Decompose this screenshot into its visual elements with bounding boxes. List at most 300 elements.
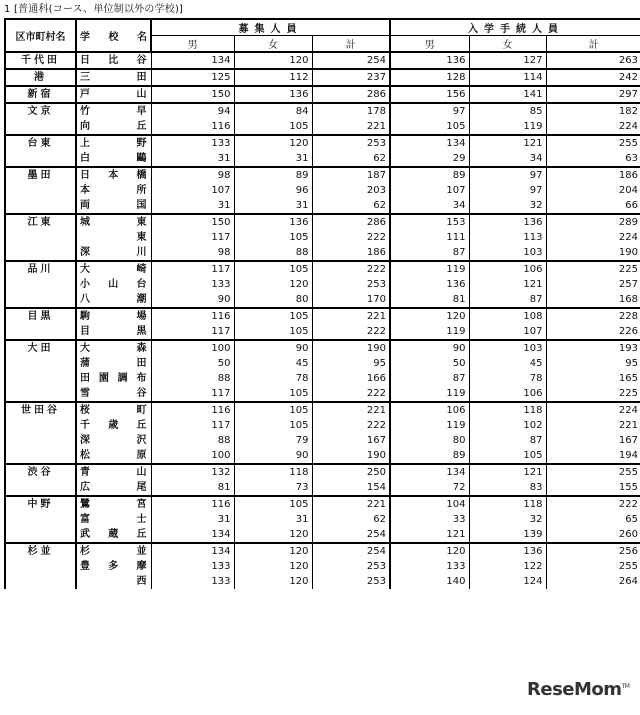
enroll-total-cell: 297 — [546, 86, 640, 103]
recruit-female-cell: 120 — [234, 559, 312, 574]
recruit-total-cell: 221 — [312, 308, 390, 324]
recruit-male-cell: 31 — [151, 512, 234, 527]
header-female: 女 — [469, 36, 546, 53]
table-row — [5, 103, 640, 119]
recruit-female-cell: 112 — [234, 69, 312, 86]
enroll-female-cell: 32 — [469, 198, 546, 214]
enroll-female-cell: 78 — [469, 371, 546, 386]
enroll-female-cell: 85 — [469, 103, 546, 119]
school-name-char: 向 — [80, 121, 90, 132]
recruit-total-cell: 186 — [312, 245, 390, 261]
table-row — [5, 69, 640, 86]
school-name-char: 台 — [136, 279, 147, 290]
table-row — [5, 86, 640, 103]
recruit-female-cell: 136 — [234, 86, 312, 103]
enroll-total-cell: 193 — [546, 340, 640, 356]
enroll-female-cell: 105 — [469, 448, 546, 464]
recruit-female-cell: 96 — [234, 183, 312, 198]
recruit-total-cell: 253 — [312, 559, 390, 574]
recruit-male-cell: 90 — [151, 292, 234, 308]
table-row — [5, 512, 640, 527]
school-name-char: 本 — [80, 185, 90, 196]
school-name — [76, 245, 151, 261]
school-name — [76, 86, 151, 103]
enroll-female-cell: 83 — [469, 480, 546, 496]
table-row — [5, 214, 640, 230]
enroll-total-cell: 224 — [618, 121, 639, 132]
enroll-female-cell: 119 — [469, 119, 546, 135]
enroll-female-cell: 136 — [469, 543, 546, 559]
school-name-char: 士 — [136, 514, 147, 525]
ward-name: 台東 — [5, 135, 76, 167]
school-name-char: 山 — [108, 279, 119, 290]
school-name — [76, 183, 151, 198]
header-female: 女 — [234, 36, 312, 53]
recruit-total-cell: 187 — [312, 167, 390, 183]
school-name — [76, 356, 151, 371]
school-name-char: 川 — [136, 247, 147, 258]
enroll-female-cell: 136 — [469, 214, 546, 230]
ward-name: 目黒 — [5, 308, 76, 340]
recruit-male-cell: 88 — [151, 371, 234, 386]
recruit-male-cell: 31 — [151, 151, 234, 167]
recruit-male-cell: 132 — [151, 464, 234, 480]
enroll-total-cell: 226 — [618, 326, 639, 337]
header-enrollment: 入学手続人員 — [390, 19, 640, 36]
recruit-male-cell: 50 — [151, 356, 234, 371]
recruit-male-cell: 116 — [151, 119, 234, 135]
school-name-char: 丘 — [136, 121, 147, 132]
recruit-female-cell: 120 — [234, 527, 312, 543]
enroll-total-cell: 66 — [625, 200, 639, 211]
recruit-female-cell: 105 — [234, 230, 312, 245]
recruit-female-cell: 79 — [234, 433, 312, 448]
school-name-char: 谷 — [136, 55, 147, 66]
table-row — [5, 386, 640, 402]
school-name-char: 丘 — [136, 420, 147, 431]
school-name-char: 橋 — [136, 170, 147, 181]
table-row — [5, 119, 640, 135]
school-name — [76, 324, 151, 340]
enroll-male-cell: 89 — [390, 167, 469, 183]
school-name-char: 武 — [80, 529, 90, 540]
enroll-total-cell: 289 — [546, 214, 640, 230]
enroll-male-cell: 121 — [390, 527, 469, 543]
recruit-female-cell: 105 — [234, 496, 312, 512]
recruit-female-cell: 105 — [234, 324, 312, 340]
enroll-male-cell: 134 — [390, 464, 469, 480]
enroll-male-cell: 136 — [390, 277, 469, 292]
school-name — [76, 230, 151, 245]
recruit-total-cell: 222 — [312, 386, 390, 402]
recruit-female-cell: 80 — [234, 292, 312, 308]
school-name-char: 広 — [80, 482, 90, 493]
recruit-female-cell: 89 — [234, 167, 312, 183]
school-name-char: 鷗 — [136, 153, 147, 164]
recruit-total-cell: 166 — [312, 371, 390, 386]
table-row — [5, 527, 640, 543]
table-row — [5, 230, 640, 245]
school-name — [76, 52, 151, 69]
recruit-total-cell: 178 — [312, 103, 390, 119]
school-name-char: 谷 — [136, 388, 147, 399]
school-name — [76, 277, 151, 292]
school-name-char: 駒 — [80, 311, 90, 322]
enroll-total-cell: 155 — [618, 482, 639, 493]
school-name-char: 三 — [80, 72, 90, 83]
recruit-total-cell: 190 — [312, 340, 390, 356]
header-male: 男 — [390, 36, 469, 53]
enroll-total-cell: 190 — [618, 247, 639, 258]
ward-name: 千代田 — [5, 52, 76, 69]
table-caption: 1 [普通科(コース、単位制以外の学校)] — [4, 4, 184, 15]
recruit-total-cell: 95 — [312, 356, 390, 371]
table-row — [5, 574, 640, 589]
recruit-female-cell: 88 — [234, 245, 312, 261]
resemom-logo: ReseMom™ — [527, 679, 630, 700]
school-name-char — [80, 574, 90, 589]
enroll-total-cell: 65 — [625, 514, 639, 525]
recruit-male-cell: 107 — [151, 183, 234, 198]
enroll-total-cell: 222 — [546, 496, 640, 512]
enroll-total-cell: 182 — [546, 103, 640, 119]
school-name-char: 野 — [136, 138, 147, 149]
recruit-male-cell: 117 — [151, 230, 234, 245]
school-name-char: 城 — [80, 217, 90, 228]
school-name-char: 富 — [80, 514, 90, 525]
table-row — [5, 356, 640, 371]
enroll-male-cell: 134 — [390, 135, 469, 151]
enroll-male-cell: 97 — [390, 103, 469, 119]
ward-name: 大田 — [5, 340, 76, 402]
recruit-female-cell: 105 — [234, 402, 312, 418]
school-name-char: 摩 — [136, 561, 147, 572]
school-name-char: 園 — [98, 373, 109, 384]
recruit-male-cell: 150 — [151, 86, 234, 103]
enroll-female-cell: 118 — [469, 402, 546, 418]
enroll-total-cell: 225 — [618, 388, 639, 399]
enroll-total-cell: 168 — [618, 294, 639, 305]
recruit-female-cell: 84 — [234, 103, 312, 119]
table-row — [5, 340, 640, 356]
enroll-male-cell: 50 — [390, 356, 469, 371]
school-name-char: 杉 — [80, 546, 90, 557]
enroll-female-cell: 121 — [469, 135, 546, 151]
recruit-total-cell: 254 — [312, 527, 390, 543]
table-row — [5, 402, 640, 418]
recruit-total-cell: 203 — [312, 183, 390, 198]
recruit-male-cell: 94 — [151, 103, 234, 119]
school-name-char: 宮 — [136, 499, 147, 510]
recruit-male-cell: 98 — [151, 245, 234, 261]
school-name-char — [80, 230, 90, 245]
enroll-female-cell: 127 — [469, 52, 546, 69]
recruit-total-cell: 62 — [312, 198, 390, 214]
school-name-char: 沢 — [136, 435, 147, 446]
school-name — [76, 574, 151, 589]
header-school-char: 学 — [80, 32, 90, 43]
enroll-total-cell: 255 — [618, 561, 639, 572]
enroll-male-cell: 87 — [390, 245, 469, 261]
enroll-total-cell: 186 — [546, 167, 640, 183]
recruit-total-cell: 222 — [312, 418, 390, 433]
enroll-total-cell: 257 — [618, 279, 639, 290]
enroll-male-cell: 120 — [390, 543, 469, 559]
recruit-female-cell: 78 — [234, 371, 312, 386]
recruit-male-cell: 133 — [151, 574, 234, 589]
school-name-char: 千 — [80, 420, 90, 431]
school-name — [76, 119, 151, 135]
recruit-male-cell: 31 — [151, 198, 234, 214]
school-name — [76, 261, 151, 277]
recruit-male-cell: 133 — [151, 277, 234, 292]
table-row — [5, 183, 640, 198]
enroll-male-cell: 106 — [390, 402, 469, 418]
table-row — [5, 292, 640, 308]
enroll-total-cell: 165 — [618, 373, 639, 384]
school-name-char: 竹 — [80, 106, 90, 117]
school-name-char: 国 — [136, 200, 147, 211]
table-row — [5, 480, 640, 496]
school-name-char: 日 — [80, 55, 90, 66]
enroll-female-cell: 32 — [469, 512, 546, 527]
enroll-female-cell: 45 — [469, 356, 546, 371]
header-total: 計 — [546, 36, 640, 53]
school-name-char: 八 — [80, 294, 90, 305]
ward-name: 品川 — [5, 261, 76, 308]
school-name — [76, 448, 151, 464]
table-row — [5, 198, 640, 214]
ward-name: 渋谷 — [5, 464, 76, 496]
enroll-total-cell: 63 — [625, 153, 639, 164]
school-name-char: 崎 — [136, 264, 147, 275]
school-name-char: 山 — [136, 467, 147, 478]
school-name-char: 桜 — [80, 405, 90, 416]
enroll-female-cell: 97 — [469, 167, 546, 183]
table-row — [5, 371, 640, 386]
school-name-char: 場 — [136, 311, 147, 322]
recruit-total-cell: 190 — [312, 448, 390, 464]
recruit-total-cell: 286 — [312, 214, 390, 230]
school-name-char: 目 — [80, 326, 90, 337]
enroll-male-cell: 90 — [390, 340, 469, 356]
school-name — [76, 543, 151, 559]
recruit-female-cell: 105 — [234, 418, 312, 433]
table-row — [5, 496, 640, 512]
school-name — [76, 496, 151, 512]
enroll-male-cell: 80 — [390, 433, 469, 448]
enroll-male-cell: 72 — [390, 480, 469, 496]
recruit-total-cell: 62 — [312, 512, 390, 527]
table-row — [5, 245, 640, 261]
enroll-total-cell: 260 — [618, 529, 639, 540]
enroll-female-cell: 102 — [469, 418, 546, 433]
table-row — [5, 559, 640, 574]
header-recruitment: 募集人員 — [151, 19, 390, 36]
recruit-male-cell: 125 — [151, 69, 234, 86]
enroll-female-cell: 107 — [469, 324, 546, 340]
school-name-char: 豊 — [80, 561, 90, 572]
enroll-female-cell: 114 — [469, 69, 546, 86]
recruit-female-cell: 120 — [234, 52, 312, 69]
table-row — [5, 308, 640, 324]
recruit-male-cell: 81 — [151, 480, 234, 496]
school-name — [76, 167, 151, 183]
school-name — [76, 135, 151, 151]
school-name — [76, 512, 151, 527]
recruit-total-cell: 237 — [312, 69, 390, 86]
school-name-char: 並 — [136, 546, 147, 557]
recruit-female-cell: 105 — [234, 119, 312, 135]
table-row — [5, 167, 640, 183]
recruit-male-cell: 150 — [151, 214, 234, 230]
enroll-male-cell: 107 — [390, 183, 469, 198]
enroll-male-cell: 120 — [390, 308, 469, 324]
enroll-female-cell: 124 — [469, 574, 546, 589]
school-name-char: 多 — [108, 561, 119, 572]
recruit-total-cell: 254 — [312, 52, 390, 69]
recruit-female-cell: 105 — [234, 308, 312, 324]
recruit-female-cell: 90 — [234, 448, 312, 464]
enroll-male-cell: 104 — [390, 496, 469, 512]
school-name-char: 東 — [136, 217, 147, 228]
enroll-female-cell: 121 — [469, 464, 546, 480]
recruit-female-cell: 120 — [234, 574, 312, 589]
school-name-char: 大 — [80, 264, 90, 275]
school-name-char: 戸 — [80, 89, 90, 100]
enroll-female-cell: 87 — [469, 292, 546, 308]
header-ward: 区市町村名 — [5, 19, 76, 52]
school-name-char: 山 — [136, 89, 147, 100]
recruit-male-cell: 117 — [151, 261, 234, 277]
enroll-total-cell: 264 — [618, 576, 639, 587]
school-name — [76, 527, 151, 543]
recruit-male-cell: 88 — [151, 433, 234, 448]
school-name-char: 深 — [80, 247, 90, 258]
admissions-table — [4, 18, 640, 589]
ward-name: 墨田 — [5, 167, 76, 214]
recruit-total-cell: 221 — [312, 496, 390, 512]
enroll-male-cell: 136 — [390, 52, 469, 69]
table-row — [5, 52, 640, 69]
header-school-char: 名 — [137, 32, 147, 43]
school-name-char: 松 — [80, 450, 90, 461]
ward-name: 港 — [5, 69, 76, 86]
enroll-female-cell: 103 — [469, 340, 546, 356]
school-name — [76, 308, 151, 324]
recruit-total-cell: 221 — [312, 119, 390, 135]
school-name-char: 蔵 — [108, 529, 119, 540]
enroll-female-cell: 87 — [469, 433, 546, 448]
school-name-char: 田 — [80, 373, 90, 384]
recruit-male-cell: 100 — [151, 448, 234, 464]
enroll-male-cell: 89 — [390, 448, 469, 464]
header-school-char: 校 — [108, 32, 119, 43]
school-name-char: 丘 — [136, 529, 147, 540]
school-name-char: 尾 — [136, 482, 147, 493]
school-name — [76, 386, 151, 402]
table-row — [5, 261, 640, 277]
table-row — [5, 543, 640, 559]
recruit-male-cell: 116 — [151, 402, 234, 418]
enroll-female-cell: 34 — [469, 151, 546, 167]
school-name — [76, 464, 151, 480]
enroll-male-cell: 119 — [390, 386, 469, 402]
header-total: 計 — [312, 36, 390, 53]
enroll-total-cell: 204 — [618, 185, 639, 196]
enroll-female-cell: 106 — [469, 261, 546, 277]
enroll-total-cell: 221 — [618, 420, 639, 431]
enroll-total-cell: 95 — [625, 358, 639, 369]
recruit-male-cell: 134 — [151, 527, 234, 543]
recruit-male-cell: 98 — [151, 167, 234, 183]
school-name-char: 西 — [136, 576, 147, 587]
school-name-char: 比 — [108, 55, 119, 66]
recruit-female-cell: 136 — [234, 214, 312, 230]
recruit-female-cell: 118 — [234, 464, 312, 480]
recruit-total-cell: 222 — [312, 261, 390, 277]
enroll-female-cell: 118 — [469, 496, 546, 512]
recruit-total-cell: 253 — [312, 135, 390, 151]
enroll-total-cell: 194 — [618, 450, 639, 461]
recruit-female-cell: 31 — [234, 151, 312, 167]
table-row — [5, 151, 640, 167]
school-name — [76, 214, 151, 230]
enroll-total-cell: 224 — [618, 232, 639, 243]
school-name-char: 田 — [136, 358, 147, 369]
school-name — [76, 151, 151, 167]
enroll-total-cell: 224 — [546, 402, 640, 418]
school-name — [76, 103, 151, 119]
enroll-male-cell: 140 — [390, 574, 469, 589]
school-name — [76, 418, 151, 433]
recruit-total-cell: 250 — [312, 464, 390, 480]
enroll-female-cell: 103 — [469, 245, 546, 261]
school-name-char: 東 — [136, 232, 147, 243]
enroll-total-cell: 255 — [546, 464, 640, 480]
table-row — [5, 324, 640, 340]
school-name-char: 原 — [136, 450, 147, 461]
enroll-total-cell: 242 — [546, 69, 640, 86]
enroll-male-cell: 111 — [390, 230, 469, 245]
recruit-male-cell: 117 — [151, 418, 234, 433]
ward-name: 世田谷 — [5, 402, 76, 464]
recruit-male-cell: 133 — [151, 559, 234, 574]
recruit-total-cell: 254 — [312, 543, 390, 559]
enroll-male-cell: 29 — [390, 151, 469, 167]
recruit-total-cell: 253 — [312, 277, 390, 292]
recruit-male-cell: 133 — [151, 135, 234, 151]
school-name-char: 布 — [136, 373, 147, 384]
school-name-char: 深 — [80, 435, 90, 446]
school-name-char: 蒲 — [80, 358, 90, 369]
table-row — [5, 277, 640, 292]
school-name-char: 早 — [136, 106, 147, 117]
recruit-female-cell: 31 — [234, 512, 312, 527]
recruit-male-cell: 134 — [151, 543, 234, 559]
recruit-total-cell: 222 — [312, 324, 390, 340]
enroll-male-cell: 128 — [390, 69, 469, 86]
school-name — [76, 340, 151, 356]
school-name-char: 森 — [136, 343, 147, 354]
enroll-male-cell: 133 — [390, 559, 469, 574]
school-name-char: 上 — [80, 138, 90, 149]
ward-name: 江東 — [5, 214, 76, 261]
enroll-male-cell: 156 — [390, 86, 469, 103]
school-name — [76, 69, 151, 86]
enroll-male-cell: 119 — [390, 418, 469, 433]
school-name-char: 田 — [136, 72, 147, 83]
